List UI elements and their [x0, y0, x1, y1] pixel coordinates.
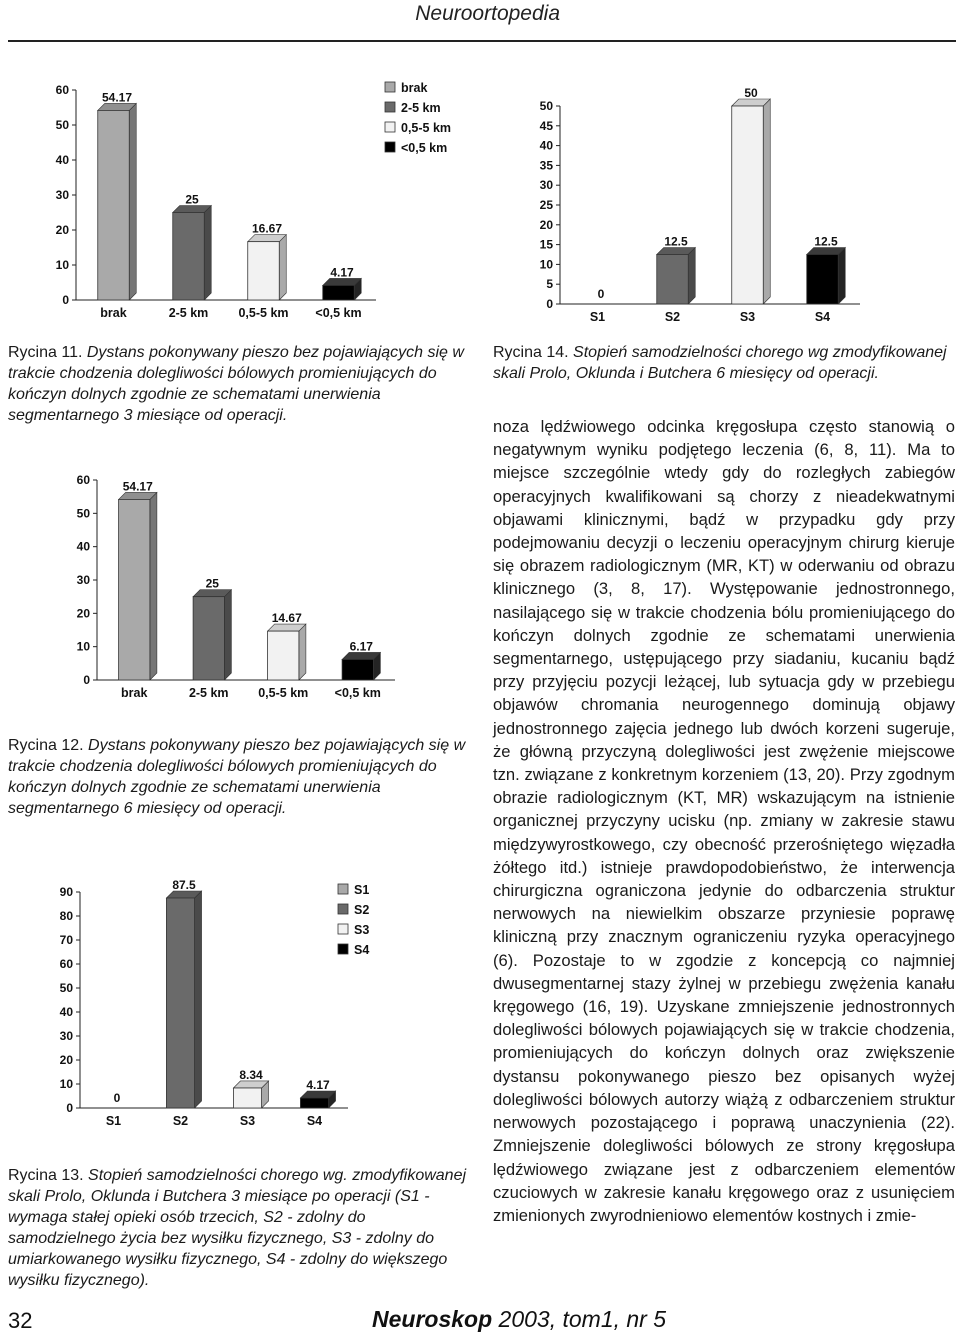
y-tick-label: 15 — [539, 237, 553, 252]
y-tick-label: 50 — [55, 118, 69, 132]
chart-svg — [65, 468, 405, 706]
bar-top — [807, 248, 846, 255]
bar-side — [688, 248, 695, 305]
bar-value-label: 14.67 — [271, 611, 302, 626]
bar-side — [150, 492, 157, 680]
figure-12-caption-text: Dystans pokonywany pieszo bez pojawiających się w trakcie chodzenia dolegliwości bólowych promieniujących do kończyn dolnych zgodnie ze schematami unerwienia segmentarnego 6 miesięcy od operacji. — [8, 737, 466, 817]
y-tick-label: 40 — [76, 539, 90, 554]
bar — [732, 106, 764, 304]
y-tick-label: 0 — [62, 293, 69, 307]
figure-14-caption-text: Stopień samodzielności chorego wg zmodyfikowanej skali Prolo, Oklunda i Butchera 6 miesięcy od operacji. — [493, 344, 947, 382]
y-tick-label: 45 — [539, 118, 553, 133]
bar-value-label: 0 — [113, 1091, 121, 1105]
bar-value-label: 16.67 — [251, 221, 283, 236]
bar-top — [342, 652, 380, 659]
bar — [807, 255, 839, 305]
bar-value-label: 8.34 — [239, 1067, 263, 1082]
bar-side — [204, 206, 211, 301]
bar-value-label: 54.17 — [101, 90, 133, 105]
legend-label: 2-5 km — [401, 101, 441, 115]
legend-label: 0,5-5 km — [401, 121, 452, 135]
bar-top — [119, 492, 157, 499]
y-tick-label: 40 — [539, 138, 553, 153]
x-category-label: brak — [100, 306, 127, 320]
figure-13-caption — [8, 1165, 470, 1291]
bar-top — [657, 248, 696, 255]
bar-side — [224, 590, 231, 680]
legend-swatch — [338, 904, 348, 914]
bar-side — [195, 891, 202, 1108]
bar — [233, 1088, 261, 1108]
bar — [342, 659, 373, 680]
bar-side — [838, 248, 845, 305]
legend-label: brak — [401, 81, 428, 95]
running-header-title: Neuroortopedia — [415, 2, 560, 25]
bar-value-label: 12.5 — [664, 234, 688, 249]
y-tick-label: 5 — [546, 277, 553, 292]
page-number: 32 — [8, 1308, 33, 1333]
bar-side — [299, 624, 306, 680]
y-tick-label: 20 — [55, 223, 69, 237]
body-text-column: noza lędźwiowego odcinka kręgosłupa często stanowią o negatywnym wyniku podjętego leczenia (6, 8, 11). Ma to miejsce szczególnie wtedy gdy do rozległych zabiegów operacyjnych kwalifikowani są chorzy z nieadekwatnymi objawami klinicznymi, bądź w przypadku gdy przy podejmowaniu decyzji o leczeniu operacyjnym chirurg kieruje się obrazem radiologicznym (MR, KT) w oderwaniu od obrazu klinicznego (3, 8, 17). Występowanie jednostronnego, nasilającego się w trakcie chodzenia bólu promieniującego do kończyn dolnych zgodnie ze schematami unerwienia segmentarnego, ustępującego przy siadaniu, kucaniu bądź przy przyjęciu pozycji leżącej, lub sytuacja gdy w przebiegu objawów chromania neurogennego dominują objawy jednostronnego zajęcia jednego lub dwóch korzeni sugeruje, że główną przyczyną dolegliwości jest zwężenie miejscowe tzn. związane z konkretnym korzeniem (13, 20). Przy zgodnym obrazie radiologicznym (KT, MR) wskazującym na istnienie organicznej przyczyny ucisku (np. zmiany w zakresie stawu międzywyrostkowego, czy obecność przerośniętego więzadła żółtego itd.) istnieje prawdopodobieństwo, że interwencja chirurgiczna ograniczona jedynie do odbarczenia struktur nerwowych na niewielkim obszarze przyniesie poprawę kliniczną przy znacznym ograniczeniu ryzyka operacyjnego (6). Pozostaje to w zgodzie z koncepcją co najmniej dwusegmentarnej stazy żylnej w przebiegu zwężenia kanału kręgowego (16, 19). Uzyskane zmniejszenie jednostronnych dolegliwości bólowych pojawiających się w trakcie chodzenia, promieniujących do kończyn dolnych oraz zwiększenie dystansu pokonywanego pieszo bez opisanych wyżej dolegliwości bólowych autorzy wiążą z odbarczeniem struktur nerwowych pozostającego i poprawą unaczynienia (22). Zmniejszenie dolegliwości bólowych ze strony kręgosłupa lędźwiowego związane jest z odbarczeniem elementów czuciowych w zakresie kanału kręgowego oraz z usunięciem zmienionych zwyrodnieniowo elementów kostnych i zmie- — [493, 417, 955, 1225]
y-tick-label: 20 — [59, 1053, 73, 1067]
x-category-label: S4 — [814, 310, 831, 324]
figure-12-caption-label: Rycina 12. — [8, 737, 84, 754]
bar-side — [279, 235, 286, 300]
bar — [657, 255, 689, 305]
bar-value-label: 50 — [744, 86, 758, 100]
bar — [268, 631, 299, 680]
legend-swatch — [385, 122, 395, 132]
legend-swatch — [338, 944, 348, 954]
figure-13-caption-label: Rycina 13. — [8, 1167, 84, 1184]
y-tick-label: 20 — [539, 217, 553, 232]
figure-13-caption-text: Stopień samodzielności chorego wg. zmodyfikowanej skali Prolo, Oklunda i Butchera 3 miesiące po operacji (S1 - wymaga stałej opieki osób trzecich, S2 - zdolny do samodzielnego życia bez wysiłku fizycznego, S3 - zdolny do umiarkowanego wysiłku fizycznego, S4 - zdolny do większego wysiłku fizycznego). — [8, 1167, 467, 1289]
bar-top — [732, 99, 771, 106]
legend-label: <0,5 km — [401, 141, 448, 155]
header-rule — [8, 40, 956, 42]
bar-top — [248, 235, 287, 242]
legend-swatch — [385, 82, 395, 92]
journal-name: Neuroskop — [372, 1306, 493, 1332]
y-tick-label: 40 — [55, 153, 69, 167]
x-category-label: S1 — [105, 1114, 122, 1128]
bar-value-label: 12.5 — [814, 234, 838, 249]
bar — [166, 898, 194, 1108]
bar-value-label: 4.17 — [330, 265, 354, 280]
y-tick-label: 90 — [59, 885, 73, 899]
y-tick-label: 0 — [83, 673, 90, 687]
figure-11-caption-label: Rycina 11. — [8, 344, 83, 361]
legend-swatch — [385, 102, 395, 112]
x-category-label: S2 — [664, 310, 681, 324]
y-tick-label: 50 — [76, 506, 90, 521]
legend-label: S2 — [354, 903, 370, 917]
bar-value-label: 87.5 — [172, 878, 196, 892]
y-tick-label: 40 — [59, 1005, 73, 1019]
y-tick-label: 60 — [59, 957, 73, 971]
chart-svg — [530, 86, 870, 332]
y-tick-label: 10 — [55, 258, 69, 272]
bar-top — [173, 206, 212, 213]
bar-value-label: 54.17 — [122, 479, 153, 494]
y-tick-label: 30 — [539, 178, 553, 193]
figure-14-caption — [493, 342, 955, 384]
x-category-label: 2-5 km — [188, 686, 229, 700]
figure-14-chart — [530, 86, 870, 332]
y-tick-label: 25 — [539, 198, 553, 212]
x-category-label: S1 — [589, 310, 606, 324]
bar-top — [193, 590, 231, 597]
bar-value-label: 25 — [205, 576, 219, 591]
figure-13-chart — [48, 880, 388, 1142]
journal-footer — [372, 1306, 666, 1333]
y-tick-label: 50 — [539, 99, 553, 113]
chart-svg — [40, 78, 452, 328]
y-tick-label: 70 — [59, 933, 73, 947]
journal-issue: 2003, tom1, nr 5 — [492, 1306, 667, 1332]
y-tick-label: 30 — [55, 188, 69, 202]
bar — [173, 213, 205, 301]
y-tick-label: 0 — [66, 1101, 73, 1115]
bar — [323, 285, 355, 300]
figure-11-chart — [40, 78, 452, 328]
figure-11-caption-text: Dystans pokonywany pieszo bez pojawiających się w trakcie chodzenia dolegliwości bólowych promieniujących do kończyn dolnych zgodnie ze schematami unerwienia segmentarnego 3 miesiące od operacji. — [8, 344, 464, 424]
y-tick-label: 60 — [55, 83, 69, 97]
x-category-label: S2 — [172, 1114, 189, 1128]
bar — [300, 1098, 328, 1108]
y-tick-label: 0 — [546, 297, 553, 311]
figure-12-chart — [65, 468, 405, 706]
bar-value-label: 6.17 — [349, 639, 373, 654]
x-category-label: 2-5 km — [168, 306, 209, 320]
x-category-label: 0,5-5 km — [238, 306, 289, 320]
y-tick-label: 10 — [539, 257, 553, 272]
y-tick-label: 80 — [59, 909, 73, 923]
y-tick-label: 50 — [59, 981, 73, 995]
x-category-label: S3 — [739, 310, 756, 324]
x-category-label: S4 — [306, 1114, 323, 1128]
y-tick-label: 10 — [76, 639, 90, 654]
x-category-label: <0,5 km — [334, 686, 381, 700]
x-category-label: S3 — [239, 1114, 256, 1128]
figure-11-caption — [8, 342, 470, 426]
y-tick-label: 35 — [539, 158, 553, 173]
y-tick-label: 30 — [59, 1029, 73, 1043]
bar-top — [323, 278, 362, 285]
legend-swatch — [338, 884, 348, 894]
y-tick-label: 60 — [76, 473, 90, 487]
legend-label: S1 — [354, 883, 370, 897]
y-tick-label: 20 — [76, 606, 90, 621]
bar-value-label: 25 — [185, 192, 199, 207]
x-category-label: <0,5 km — [315, 306, 362, 320]
bar-value-label: 0 — [597, 287, 605, 301]
figure-12-caption — [8, 735, 470, 819]
bar — [119, 499, 150, 680]
chart-svg — [48, 880, 388, 1142]
legend-swatch — [385, 142, 395, 152]
x-category-label: 0,5-5 km — [258, 686, 309, 700]
legend-label: S4 — [354, 943, 370, 957]
y-tick-label: 10 — [59, 1077, 73, 1091]
legend-swatch — [338, 924, 348, 934]
bar — [193, 597, 224, 680]
bar-top — [268, 624, 306, 631]
bar-value-label: 4.17 — [306, 1077, 330, 1092]
bar-side — [129, 103, 136, 300]
bar — [98, 110, 130, 300]
bar-top — [98, 103, 137, 110]
y-tick-label: 30 — [76, 573, 90, 587]
legend-label: S3 — [354, 923, 370, 937]
x-category-label: brak — [121, 686, 148, 700]
figure-14-caption-label: Rycina 14. — [493, 344, 569, 361]
bar-side — [763, 99, 770, 304]
bar — [248, 242, 280, 300]
